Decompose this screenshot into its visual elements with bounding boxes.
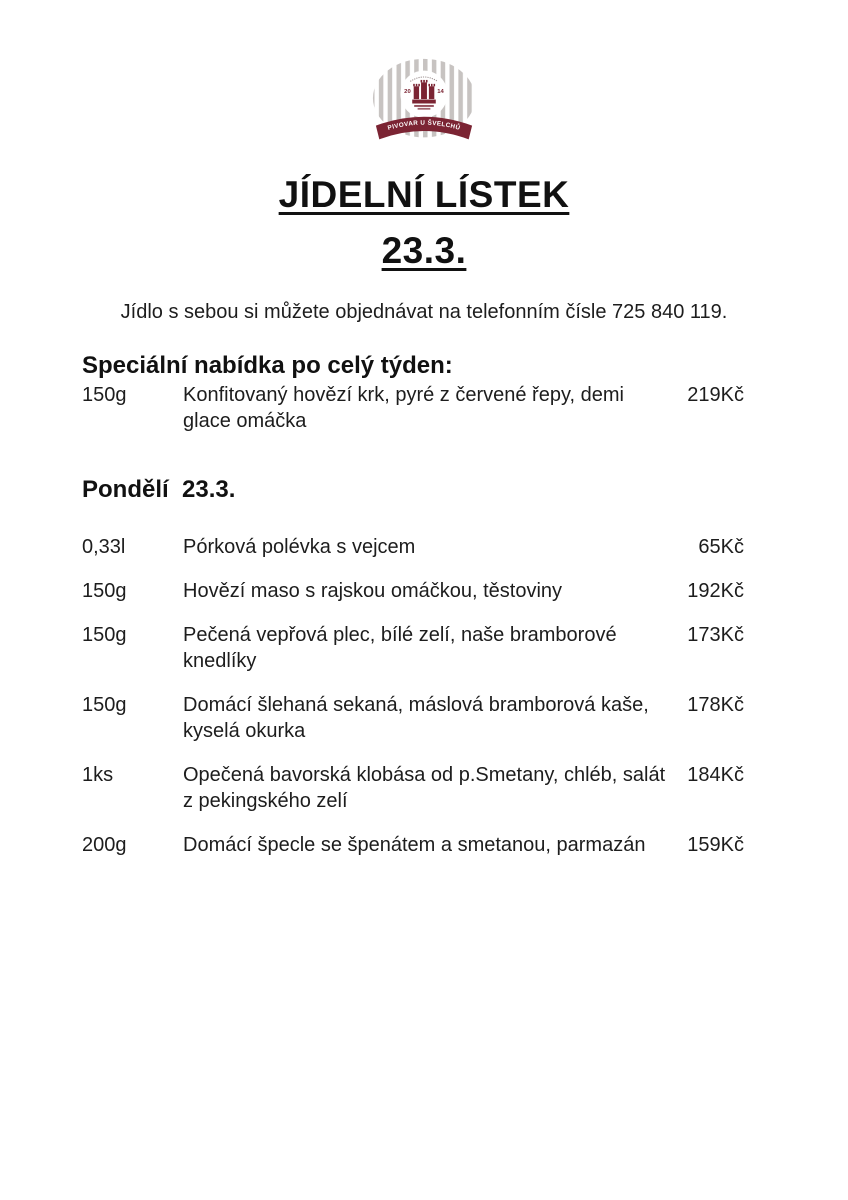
phone-note: Jídlo s sebou si můžete objednávat na telefonním čísle 725 840 119. xyxy=(120,301,728,324)
item-description: Konfitovaný hovězí krk, pyré z červené řepy, demi glace omáčka xyxy=(183,384,624,433)
logo-banner-text: PIVOVAR U ŠVELCHŮ xyxy=(386,119,462,132)
item-price: 65Kč xyxy=(698,536,744,559)
item-price: 159Kč xyxy=(687,834,744,857)
special-items xyxy=(82,382,744,434)
day-heading: Pondělí 23.3. xyxy=(82,476,236,504)
brewery-logo-icon xyxy=(370,57,478,149)
menu-item-row xyxy=(82,382,744,434)
item-price: 192Kč xyxy=(687,580,744,603)
special-heading: Speciální nabídka po celý týden: xyxy=(82,352,453,380)
item-quantity: 200g xyxy=(82,834,127,857)
menu-item-row xyxy=(82,534,744,560)
item-description: Pečená vepřová plec, bílé zelí, naše bramborové knedlíky xyxy=(183,624,617,673)
item-quantity: 150g xyxy=(82,624,127,647)
menu-item-row xyxy=(82,832,744,858)
title-block xyxy=(104,171,744,275)
logo-year-left: 20 xyxy=(404,89,411,96)
item-description: Opečená bavorská klobása od p.Smetany, chléb, salát z pekingského zelí xyxy=(183,764,666,813)
item-price: 219Kč xyxy=(687,384,744,407)
menu-item-row xyxy=(82,622,744,674)
item-quantity: 150g xyxy=(82,580,127,603)
item-description: Hovězí maso s rajskou omáčkou, těstoviny xyxy=(183,580,563,603)
item-description: Domácí šlehaná sekaná, máslová bramborová kaše, kyselá okurka xyxy=(183,694,649,743)
item-quantity: 150g xyxy=(82,694,127,717)
item-price: 184Kč xyxy=(687,764,744,787)
page-title: JÍDELNÍ LÍSTEK xyxy=(278,174,570,215)
menu-item-row xyxy=(82,692,744,744)
item-price: 173Kč xyxy=(687,624,744,647)
brewery-logo xyxy=(104,57,744,149)
page-date: 23.3. xyxy=(381,230,467,272)
item-price: 178Kč xyxy=(687,694,744,717)
item-description: Domácí špecle se špenátem a smetanou, parmazán xyxy=(183,834,646,857)
menu-item-row xyxy=(82,578,744,604)
menu-item-row xyxy=(82,762,744,814)
logo-year-right: 14 xyxy=(437,89,444,96)
item-description: Pórková polévka s vejcem xyxy=(183,536,416,559)
item-quantity: 150g xyxy=(82,384,127,407)
item-quantity: 0,33l xyxy=(82,536,126,559)
item-quantity: 1ks xyxy=(82,764,114,787)
day-items xyxy=(82,534,744,858)
